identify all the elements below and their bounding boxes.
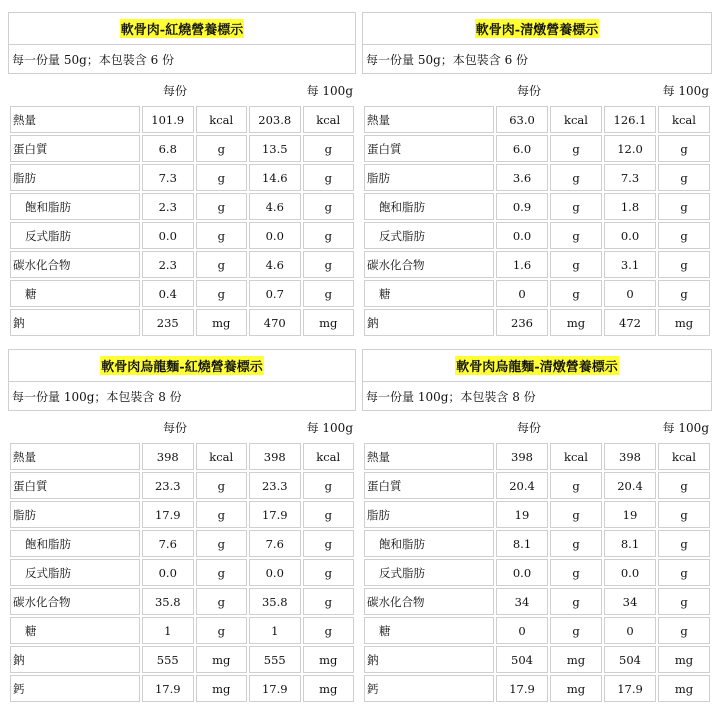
per-serving-unit: g: [196, 617, 248, 644]
per-serving-value: 6.8: [142, 135, 194, 162]
nutrition-panel-braised-udon: [8, 349, 356, 704]
per-serving-value: 2.3: [142, 251, 194, 278]
nutrient-name: 鈣: [10, 675, 140, 702]
per-100g-unit: kcal: [303, 443, 355, 470]
panel-title: 軟骨肉烏龍麵-紅燒營養標示: [100, 356, 263, 375]
nutrient-name: 糖: [364, 280, 494, 307]
nutrient-name: 脂肪: [10, 164, 140, 191]
per-100g-value: 7.3: [604, 164, 656, 191]
nutrient-name: 鈣: [364, 675, 494, 702]
per-100g-unit: g: [303, 501, 355, 528]
nutrient-row: [364, 280, 710, 307]
nutrient-name: 糖: [10, 280, 140, 307]
per-serving-unit: g: [550, 164, 602, 191]
panel-title: 軟骨肉-紅燒營養標示: [120, 19, 244, 38]
per-100g-value: 0.0: [249, 222, 301, 249]
per-serving-unit: g: [550, 501, 602, 528]
per-serving-unit: g: [550, 530, 602, 557]
nutrient-row: [10, 559, 354, 586]
nutrient-name: 反式脂肪: [10, 222, 140, 249]
panel-title: 軟骨肉-清燉營養標示: [475, 19, 599, 38]
per-100g-value: 0: [604, 280, 656, 307]
per-serving-unit: g: [550, 559, 602, 586]
per-100g-unit: g: [658, 222, 710, 249]
panel-title-box: [8, 12, 356, 45]
per-100g-unit: g: [303, 164, 355, 191]
per-serving-unit: g: [196, 280, 248, 307]
nutrient-row: [364, 164, 710, 191]
nutrient-name: 糖: [364, 617, 494, 644]
per-100g-value: 0.0: [249, 559, 301, 586]
per-100g-value: 17.9: [604, 675, 656, 702]
per-serving-value: 398: [496, 443, 548, 470]
nutrient-row: [10, 280, 354, 307]
per-serving-unit: kcal: [550, 443, 602, 470]
per-serving-unit: g: [196, 501, 248, 528]
per-100g-value: 34: [604, 588, 656, 615]
panel-title: 軟骨肉烏龍麵-清燉營養標示: [455, 356, 618, 375]
per-100g-unit: g: [303, 472, 355, 499]
nutrient-name: 碳水化合物: [364, 251, 494, 278]
nutrient-name: 脂肪: [364, 164, 494, 191]
per-100g-value: 23.3: [249, 472, 301, 499]
nutrient-row: [10, 222, 354, 249]
nutrient-name: 脂肪: [364, 501, 494, 528]
per-100g-unit: g: [658, 501, 710, 528]
nutrition-table: [362, 441, 712, 704]
nutrient-row: [10, 251, 354, 278]
nutrient-name: 鈉: [10, 309, 140, 336]
per-100g-unit: g: [658, 588, 710, 615]
nutrient-row: [364, 501, 710, 528]
per-100g-header: 每 100g: [662, 84, 709, 98]
per-100g-value: 17.9: [249, 675, 301, 702]
column-header: [362, 74, 712, 104]
nutrient-name: 碳水化合物: [364, 588, 494, 615]
nutrient-row: [364, 193, 710, 220]
per-100g-value: 20.4: [604, 472, 656, 499]
per-serving-value: 1: [142, 617, 194, 644]
per-serving-unit: g: [550, 280, 602, 307]
per-100g-value: 4.6: [249, 251, 301, 278]
per-100g-unit: g: [658, 135, 710, 162]
per-serving-unit: g: [550, 617, 602, 644]
per-100g-value: 13.5: [249, 135, 301, 162]
nutrient-row: [364, 309, 710, 336]
per-serving-value: 101.9: [142, 106, 194, 133]
per-100g-unit: mg: [303, 646, 355, 673]
per-serving-value: 0.0: [496, 559, 548, 586]
per-100g-unit: g: [303, 588, 355, 615]
nutrient-row: [10, 443, 354, 470]
per-100g-unit: g: [658, 251, 710, 278]
nutrient-row: [364, 588, 710, 615]
per-serving-value: 0.4: [142, 280, 194, 307]
nutrient-name: 反式脂肪: [364, 222, 494, 249]
nutrient-name: 熱量: [364, 106, 494, 133]
nutrient-row: [364, 135, 710, 162]
per-serving-unit: mg: [196, 309, 248, 336]
nutrient-row: [10, 646, 354, 673]
per-100g-value: 398: [604, 443, 656, 470]
nutrient-name: 碳水化合物: [10, 588, 140, 615]
nutrient-row: [364, 251, 710, 278]
nutrient-row: [364, 617, 710, 644]
per-serving-value: 0: [496, 617, 548, 644]
per-serving-value: 6.0: [496, 135, 548, 162]
nutrient-row: [10, 501, 354, 528]
per-100g-value: 0.7: [249, 280, 301, 307]
per-serving-unit: mg: [196, 675, 248, 702]
panel-title-box: [362, 12, 712, 45]
per-serving-header: 每份: [163, 421, 188, 435]
nutrient-name: 蛋白質: [10, 135, 140, 162]
per-serving-value: 2.3: [142, 193, 194, 220]
nutrient-row: [10, 193, 354, 220]
per-serving-value: 20.4: [496, 472, 548, 499]
per-serving-value: 3.6: [496, 164, 548, 191]
nutrient-name: 反式脂肪: [364, 559, 494, 586]
nutrient-row: [364, 646, 710, 673]
per-serving-value: 0: [496, 280, 548, 307]
per-100g-value: 472: [604, 309, 656, 336]
per-100g-unit: g: [303, 617, 355, 644]
per-100g-unit: g: [303, 530, 355, 557]
nutrient-name: 碳水化合物: [10, 251, 140, 278]
per-100g-unit: g: [658, 164, 710, 191]
per-serving-unit: g: [196, 164, 248, 191]
per-serving-value: 17.9: [142, 675, 194, 702]
per-serving-value: 17.9: [142, 501, 194, 528]
per-100g-value: 4.6: [249, 193, 301, 220]
nutrient-name: 反式脂肪: [10, 559, 140, 586]
per-serving-value: 63.0: [496, 106, 548, 133]
nutrition-table: [8, 441, 356, 704]
nutrient-row: [10, 309, 354, 336]
per-100g-header: 每 100g: [306, 421, 353, 435]
serving-info: 每一份量 100g；本包裝含 8 份: [362, 382, 712, 411]
per-serving-value: 23.3: [142, 472, 194, 499]
per-serving-unit: g: [196, 472, 248, 499]
per-serving-value: 555: [142, 646, 194, 673]
per-serving-unit: g: [550, 222, 602, 249]
per-serving-value: 235: [142, 309, 194, 336]
panel-title-box: [8, 349, 356, 382]
per-serving-value: 398: [142, 443, 194, 470]
per-100g-unit: mg: [303, 675, 355, 702]
per-serving-unit: kcal: [196, 106, 248, 133]
per-serving-unit: mg: [550, 675, 602, 702]
nutrition-panel-stewed-cartilage: [362, 12, 712, 338]
per-100g-value: 0: [604, 617, 656, 644]
per-serving-unit: g: [196, 135, 248, 162]
per-100g-header: 每 100g: [306, 84, 353, 98]
per-serving-header: 每份: [517, 84, 542, 98]
nutrient-row: [364, 675, 710, 702]
per-100g-unit: g: [658, 617, 710, 644]
per-100g-value: 504: [604, 646, 656, 673]
nutrient-row: [10, 617, 354, 644]
per-serving-value: 0.0: [142, 559, 194, 586]
per-100g-unit: g: [658, 280, 710, 307]
per-serving-value: 8.1: [496, 530, 548, 557]
nutrient-row: [10, 135, 354, 162]
per-serving-unit: mg: [196, 646, 248, 673]
per-100g-unit: mg: [658, 646, 710, 673]
per-100g-value: 3.1: [604, 251, 656, 278]
nutrition-table: [362, 104, 712, 338]
per-100g-unit: mg: [658, 675, 710, 702]
nutrient-row: [364, 222, 710, 249]
nutrient-row: [10, 530, 354, 557]
per-serving-unit: g: [550, 472, 602, 499]
serving-info: 每一份量 50g；本包裝含 6 份: [8, 45, 356, 74]
per-100g-value: 470: [249, 309, 301, 336]
nutrient-name: 糖: [10, 617, 140, 644]
nutrient-name: 鈉: [364, 646, 494, 673]
nutrient-row: [10, 675, 354, 702]
per-serving-value: 1.6: [496, 251, 548, 278]
nutrient-name: 飽和脂肪: [364, 530, 494, 557]
per-serving-unit: g: [196, 588, 248, 615]
per-100g-value: 12.0: [604, 135, 656, 162]
nutrient-row: [10, 472, 354, 499]
per-100g-value: 1: [249, 617, 301, 644]
per-100g-value: 398: [249, 443, 301, 470]
per-serving-header: 每份: [163, 84, 188, 98]
per-serving-value: 34: [496, 588, 548, 615]
per-serving-value: 17.9: [496, 675, 548, 702]
per-serving-value: 35.8: [142, 588, 194, 615]
per-serving-unit: mg: [550, 646, 602, 673]
per-100g-unit: mg: [658, 309, 710, 336]
nutrient-name: 脂肪: [10, 501, 140, 528]
nutrition-table: [8, 104, 356, 338]
nutrient-row: [364, 443, 710, 470]
per-100g-unit: g: [658, 559, 710, 586]
per-serving-value: 236: [496, 309, 548, 336]
nutrition-panel-stewed-udon: [362, 349, 712, 704]
nutrient-name: 蛋白質: [364, 135, 494, 162]
nutrient-name: 飽和脂肪: [10, 530, 140, 557]
nutrient-name: 鈉: [10, 646, 140, 673]
nutrient-name: 鈉: [364, 309, 494, 336]
per-100g-value: 203.8: [249, 106, 301, 133]
nutrient-row: [364, 106, 710, 133]
per-serving-header: 每份: [517, 421, 542, 435]
per-100g-unit: g: [303, 222, 355, 249]
nutrient-row: [364, 530, 710, 557]
per-100g-value: 7.6: [249, 530, 301, 557]
per-serving-value: 0.9: [496, 193, 548, 220]
per-serving-unit: g: [196, 559, 248, 586]
per-serving-unit: g: [550, 135, 602, 162]
per-100g-unit: g: [303, 280, 355, 307]
per-100g-unit: g: [303, 135, 355, 162]
per-100g-header: 每 100g: [662, 421, 709, 435]
serving-info: 每一份量 100g；本包裝含 8 份: [8, 382, 356, 411]
nutrition-panel-braised-cartilage: [8, 12, 356, 338]
per-100g-value: 17.9: [249, 501, 301, 528]
per-100g-unit: kcal: [303, 106, 355, 133]
per-serving-value: 7.3: [142, 164, 194, 191]
nutrient-row: [10, 106, 354, 133]
per-serving-unit: g: [196, 193, 248, 220]
per-100g-value: 19: [604, 501, 656, 528]
per-serving-unit: g: [550, 251, 602, 278]
per-100g-value: 8.1: [604, 530, 656, 557]
per-100g-value: 14.6: [249, 164, 301, 191]
per-100g-unit: mg: [303, 309, 355, 336]
column-header: [8, 411, 356, 441]
per-100g-unit: kcal: [658, 106, 710, 133]
nutrient-name: 蛋白質: [364, 472, 494, 499]
per-serving-unit: kcal: [196, 443, 248, 470]
per-serving-value: 504: [496, 646, 548, 673]
per-100g-value: 1.8: [604, 193, 656, 220]
nutrient-name: 蛋白質: [10, 472, 140, 499]
nutrient-name: 熱量: [10, 106, 140, 133]
nutrient-name: 熱量: [364, 443, 494, 470]
per-serving-unit: g: [196, 222, 248, 249]
per-100g-unit: kcal: [658, 443, 710, 470]
per-100g-value: 0.0: [604, 222, 656, 249]
per-serving-value: 19: [496, 501, 548, 528]
per-100g-unit: g: [658, 530, 710, 557]
nutrient-row: [10, 164, 354, 191]
per-100g-unit: g: [303, 251, 355, 278]
per-serving-unit: mg: [550, 309, 602, 336]
per-100g-unit: g: [303, 559, 355, 586]
per-serving-value: 0.0: [496, 222, 548, 249]
per-100g-unit: g: [658, 472, 710, 499]
nutrient-name: 飽和脂肪: [364, 193, 494, 220]
per-100g-unit: g: [658, 193, 710, 220]
per-serving-value: 0.0: [142, 222, 194, 249]
per-100g-value: 555: [249, 646, 301, 673]
nutrient-row: [364, 472, 710, 499]
nutrient-name: 熱量: [10, 443, 140, 470]
nutrient-row: [364, 559, 710, 586]
per-serving-unit: g: [550, 588, 602, 615]
nutrient-name: 飽和脂肪: [10, 193, 140, 220]
per-serving-unit: kcal: [550, 106, 602, 133]
column-header: [8, 74, 356, 104]
panel-title-box: [362, 349, 712, 382]
per-100g-value: 35.8: [249, 588, 301, 615]
per-serving-value: 7.6: [142, 530, 194, 557]
column-header: [362, 411, 712, 441]
per-100g-unit: g: [303, 193, 355, 220]
per-serving-unit: g: [550, 193, 602, 220]
per-100g-value: 0.0: [604, 559, 656, 586]
nutrient-row: [10, 588, 354, 615]
serving-info: 每一份量 50g；本包裝含 6 份: [362, 45, 712, 74]
per-100g-value: 126.1: [604, 106, 656, 133]
per-serving-unit: g: [196, 530, 248, 557]
per-serving-unit: g: [196, 251, 248, 278]
